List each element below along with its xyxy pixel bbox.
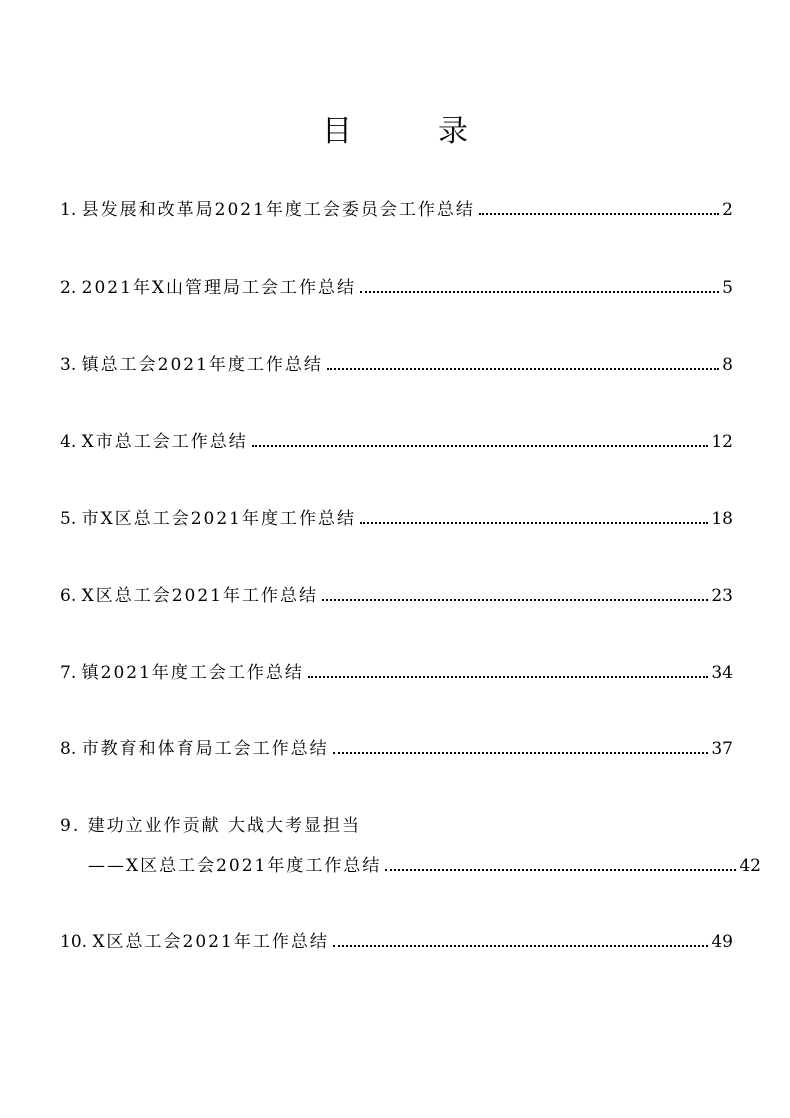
page-title: 目 录 (322, 114, 496, 149)
toc-entry-7[interactable] (60, 661, 733, 685)
toc-number: 1. (60, 200, 82, 220)
toc-leader-dots (385, 869, 736, 871)
toc-label: 县发展和改革局2021年度工会委员会工作总结 (81, 200, 475, 220)
toc-number: 10. (60, 932, 93, 952)
toc-label: 市教育和体育局工会工作总结 (81, 739, 329, 759)
toc-page-number: 2 (722, 200, 733, 220)
toc-number: 4. (60, 432, 82, 452)
toc-leader-dots (360, 291, 719, 293)
toc-label: 镇总工会2021年度工作总结 (81, 355, 323, 375)
toc-number: 3. (60, 355, 82, 375)
toc-entry-8[interactable] (60, 737, 733, 761)
toc-label: ——X区总工会2021年度工作总结 (88, 856, 382, 876)
toc-entry-5[interactable] (60, 507, 733, 531)
toc-label: X区总工会2021年工作总结 (92, 932, 329, 952)
toc-entry-2[interactable] (60, 276, 733, 300)
toc-page-number: 34 (711, 663, 733, 683)
toc-number: 8. (60, 739, 82, 759)
toc-page-number: 12 (711, 432, 733, 452)
toc-label: 市X区总工会2021年度工作总结 (81, 509, 356, 529)
toc-leader-dots (479, 213, 719, 215)
toc-leader-dots (252, 445, 709, 447)
toc-entry-1[interactable] (60, 198, 733, 222)
toc-entry-9[interactable] (60, 814, 761, 878)
toc-leader-dots (308, 676, 708, 678)
toc-leader-dots (333, 752, 709, 754)
toc-leader-dots (333, 945, 709, 947)
toc-label: X市总工会工作总结 (81, 432, 248, 452)
toc-label: 镇2021年度工会工作总结 (81, 663, 304, 683)
toc-page-number: 18 (711, 509, 733, 529)
toc-number: 6. (60, 586, 82, 606)
toc-page-number: 5 (722, 278, 733, 298)
toc-page-number: 49 (711, 932, 733, 952)
toc-entry-3[interactable] (60, 353, 733, 377)
toc-page-number: 8 (722, 355, 733, 375)
toc-label: 2021年X山管理局工会工作总结 (81, 278, 356, 298)
toc-page-number: 37 (711, 739, 733, 759)
toc-leader-dots (327, 368, 719, 370)
toc-entry-10[interactable] (60, 930, 733, 954)
toc-page-number: 42 (739, 856, 761, 876)
toc-number: 2. (60, 278, 82, 298)
toc-entry-4[interactable] (60, 430, 733, 454)
toc-label: X区总工会2021年工作总结 (81, 586, 318, 606)
toc-leader-dots (322, 599, 708, 601)
toc-number: 5. (60, 509, 82, 529)
toc-number: 9. (60, 816, 88, 836)
toc-number: 7. (60, 663, 82, 683)
toc-entry-6[interactable] (60, 584, 733, 608)
toc-page-number: 23 (711, 586, 733, 606)
toc-leader-dots (360, 522, 708, 524)
toc-label-line1: 建功立业作贡献 大战大考显担当 (87, 816, 362, 836)
